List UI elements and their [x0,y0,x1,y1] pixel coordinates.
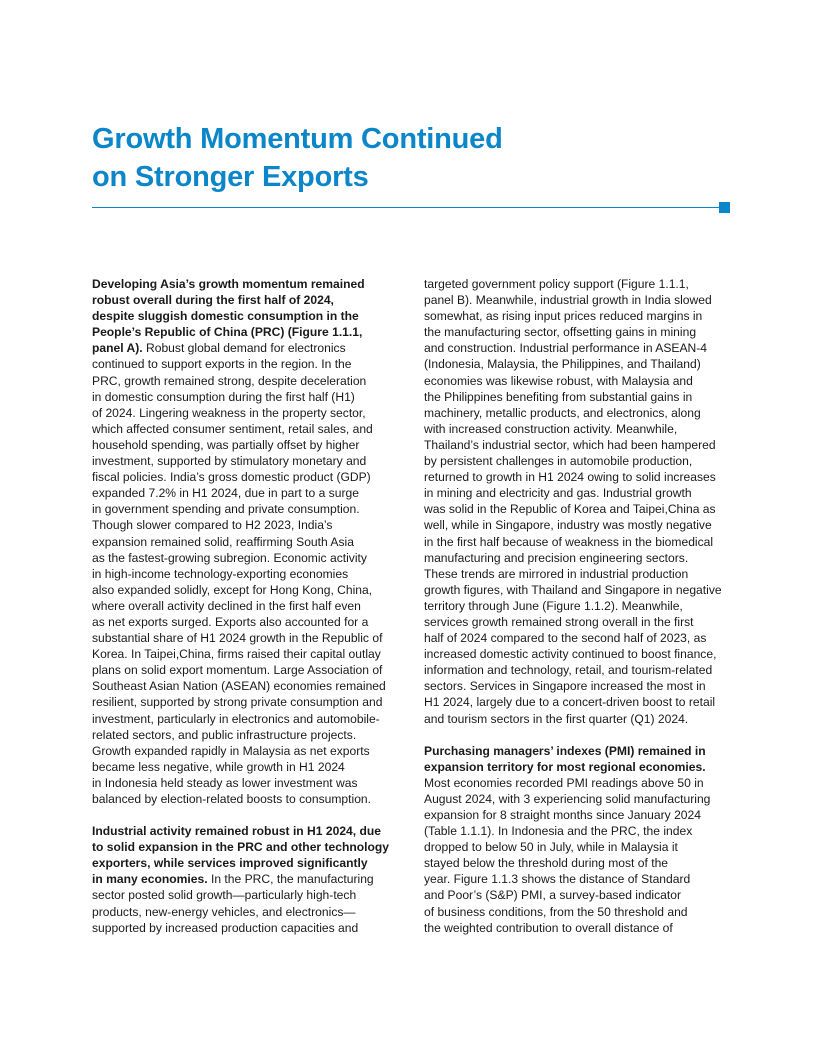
body-text-line: with increased construction activity. Meanwhile, [424,421,678,436]
text-column-left [92,276,397,952]
body-paragraph [92,823,397,936]
body-text-line: and Poor’s (S&P) PMI, a survey-based indicator [424,888,681,903]
body-text-line: well, while in Singapore, industry was mostly negative [424,518,712,533]
body-text-line: half of 2024 compared to the second half of 2023, as [424,631,707,646]
body-text-line: balanced by election-related boosts to consumption. [92,792,372,806]
lead-in-bold-line: expansion territory for most regional economies. [424,759,706,774]
mixed-line [92,340,397,356]
body-text-line: and tourism sectors in the first quarter (Q1) 2024. [424,711,689,726]
body-text-line: products, new-energy vehicles, and electronics— [92,904,356,919]
lead-in-bold-line: Industrial activity remained robust in H1 2024, due [92,824,381,839]
body-text-line: manufacturing and precision engineering sectors. [424,550,689,565]
body-text-line: related sectors, and public infrastructure projects. [92,727,357,742]
body-text-line: also expanded solidly, except for Hong Kong, China, [92,582,373,597]
body-text-line: investment, particularly in electronics and automobile- [92,711,380,726]
body-text-line: targeted government policy support (Figure 1.1.1, [424,277,689,291]
body-text-line: stayed below the threshold during most of the [424,856,669,871]
body-text-line: economies was likewise robust, with Malaysia and [424,373,693,388]
body-text-line: Southeast Asian Nation (ASEAN) economies remained [92,679,386,694]
mixed-line [92,871,397,887]
body-text-line: continued to support exports in the region. In the [92,357,352,372]
body-text-line: services growth remained strong overall in the first [424,614,694,629]
body-text-line: somewhat, as rising input prices reduced margins in [424,309,703,324]
body-text-line: the weighted contribution to overall distance of [424,920,673,935]
lead-in-bold-line: despite sluggish domestic consumption in the [92,309,359,324]
body-text-line: Growth expanded rapidly in Malaysia as net exports [92,743,370,758]
page-title-line-2: on Stronger Exports [92,161,369,193]
body-text-line: expanded 7.2% in H1 2024, due in part to a surge [92,486,359,501]
body-text-line: became less negative, while growth in H1 2024 [92,759,345,774]
body-text-line: resilient, supported by strong private consumption and [92,695,383,710]
body-text-line: in Indonesia held steady as lower investment was [92,775,358,790]
body-text-line: in the first half because of weakness in the biomedical [424,534,714,549]
body-text-line: the Philippines benefiting from substantial gains in [424,389,693,404]
body-text-line: panel B). Meanwhile, industrial growth in India slowed [424,293,712,308]
body-text-line: year. Figure 1.1.3 shows the distance of Standard [424,872,691,887]
body-text-line: as the fastest-growing subregion. Economic activity [92,550,367,565]
lead-in-bold-line: Purchasing managers’ indexes (PMI) remained in [424,743,706,758]
body-text-line: expansion for 8 straight months since January 2024 [424,808,701,822]
body-paragraph [424,276,730,727]
body-text-line: of business conditions, from the 50 threshold and [424,904,688,919]
body-text-line: growth figures, with Thailand and Singapore in negative [424,582,722,597]
body-text-line: fiscal policies. India’s gross domestic product (GDP) [92,470,371,485]
body-text-line: in domestic consumption during the first half (H1) [92,389,355,404]
body-text-line: by persistent challenges in automobile production, [424,454,693,469]
lead-in-bold-line: People’s Republic of China (PRC) (Figure 1.1.1, [92,325,363,340]
body-text-start: In the PRC, the manufacturing [207,872,374,887]
body-text-line: Most economies recorded PMI readings above 50 in [424,775,704,790]
body-text-line: expansion remained solid, reaffirming South Asia [92,534,354,549]
body-text-line: plans on solid export momentum. Large Association of [92,663,383,678]
body-text-line: Thailand’s industrial sector, which had been hampered [424,437,716,452]
lead-in-bold-end: panel A). [92,341,143,356]
body-text-line: in government spending and private consumption. [92,502,360,517]
body-text-line: territory through June (Figure 1.1.2). Meanwhile, [424,598,683,613]
body-paragraph [424,743,730,936]
body-text-line: which affected consumer sentiment, retail sales, and [92,421,373,436]
body-text-line: investment, supported by stimulatory monetary and [92,454,367,469]
lead-in-bold-line: Developing Asia’s growth momentum remained [92,277,365,291]
page-title-line-1: Growth Momentum Continued [92,123,503,155]
body-text-line: PRC, growth remained strong, despite deceleration [92,373,367,388]
lead-in-bold-line: exporters, while services improved significantly [92,856,368,871]
text-column-right [424,276,730,952]
body-text-line: (Table 1.1.1). In Indonesia and the PRC, the index [424,824,693,839]
page-title [92,120,503,196]
title-divider [92,207,719,208]
body-text-line: returned to growth in H1 2024 owing to solid increases [424,470,716,485]
divider-end-square [719,202,730,213]
body-text-line: as net exports surged. Exports also accounted for a [92,614,369,629]
body-text-line: and construction. Industrial performance in ASEAN-4 [424,341,708,356]
body-text-line: (Indonesia, Malaysia, the Philippines, and Thailand) [424,357,701,372]
body-text-line: sector posted solid growth—particularly high-tech [92,888,357,903]
lead-in-bold-line: robust overall during the first half of 2024, [92,293,334,308]
body-text-start: Robust global demand for electronics [142,341,346,356]
body-text-line: the manufacturing sector, offsetting gains in mining [424,325,697,340]
body-text-line: Though slower compared to H2 2023, India’s [92,518,333,533]
body-text-line: increased domestic activity continued to boost finance, [424,647,717,662]
body-text-line: sectors. Services in Singapore increased the most in [424,679,706,694]
body-text-line: in mining and electricity and gas. Industrial growth [424,486,692,501]
body-text-line: These trends are mirrored in industrial production [424,566,689,581]
body-text-line: of 2024. Lingering weakness in the property sector, [92,405,366,420]
body-text-line: supported by increased production capacities and [92,920,359,935]
body-text-line: household spending, was partially offset by higher [92,437,360,452]
body-text-line: H1 2024, largely due to a concert-driven boost to retail [424,695,716,710]
body-text-line: where overall activity declined in the first half even [92,598,361,613]
body-text-line: information and technology, retail, and tourism-related [424,663,713,678]
body-text-line: August 2024, with 3 experiencing solid manufacturing [424,791,711,806]
body-text-line: Korea. In Taipei,China, firms raised their capital outlay [92,647,381,662]
lead-in-bold-line: to solid expansion in the PRC and other technology [92,840,389,855]
body-text-line: substantial share of H1 2024 growth in the Republic of [92,631,383,646]
body-text-line: machinery, metallic products, and electronics, along [424,405,701,420]
lead-in-bold-end: in many economies. [92,872,208,887]
body-text-line: dropped to below 50 in July, while in Malaysia it [424,840,678,855]
body-paragraph [92,276,397,807]
body-text-line: in high-income technology-exporting economies [92,566,349,581]
body-text-line: was solid in the Republic of Korea and Taipei,China as [424,502,716,517]
